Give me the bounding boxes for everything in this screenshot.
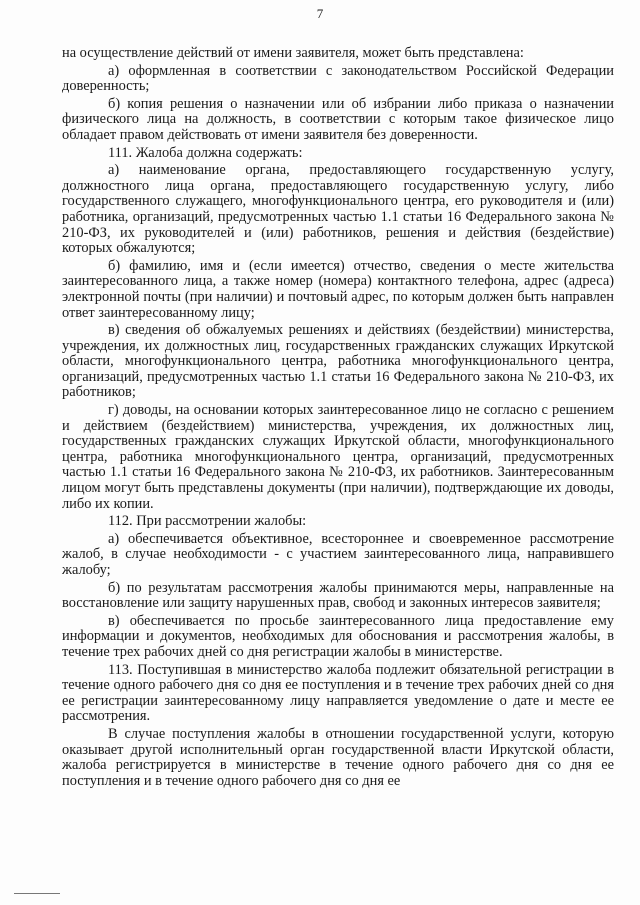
paragraph-110-a: а) оформленная в соответствии с законодательством Российской Федерации доверенность; (62, 62, 614, 95)
page-number: 7 (316, 6, 324, 21)
footer-divider (14, 893, 60, 894)
paragraph-113: 113. Поступившая в министерство жалоба подлежит обязательной регистрации в течение одного рабочего дня со дня ее поступления и в течение трех рабочих дней со дня ее регистрации заинтересованному лицу направляется уведомление о дате и месте ее рассмотрения. (62, 661, 614, 725)
paragraph-112-v: в) обеспечивается по просьбе заинтересованного лица предоставление ему информации и документов, необходимых для обоснования и рассмотрения жалобы, в течение трех рабочих дней со дня регистрации жалобы в министерстве. (62, 612, 614, 660)
paragraph-112: 112. При рассмотрении жалобы: (108, 513, 307, 530)
paragraph-110-b: б) копия решения о назначении или об избрании либо приказа о назначении физического лица на должность, в соответствии с которым такое физическое лицо обладает правом действовать от имени заявителя без доверенности. (62, 95, 614, 143)
paragraph-111-b: б) фамилию, имя и (если имеется) отчество, сведения о месте жительства заинтересованного лица, а также номер (номера) контактного телефона, адрес (адреса) электронной почты (при наличии) и почтовый адрес, по которым должен быть направлен ответ заинтересованному лицу; (62, 257, 614, 321)
paragraph-111-g: г) доводы, на основании которых заинтересованное лицо не согласно с решением и действием (бездействием) министерства, учреждения, их должностных лиц, государственных гражданских служащих Иркутской области, многофункционального центра, работника многофункционального центра, организаций, предусмотренных частью 1.1 статьи 16 Федерального закона № 210-ФЗ, их работников. Заинтересованным лицом могут быть представлены документы (при наличии), подтверждающие их доводы, либо их копии. (62, 402, 614, 512)
paragraph-112-a: а) обеспечивается объективное, всестороннее и своевременное рассмотрение жалоб, в случае необходимости - с участием заинтересованного лица, направившего жалобу; (62, 530, 614, 578)
paragraph-111: 111. Жалоба должна содержать: (108, 144, 303, 161)
paragraph-112-b: б) по результатам рассмотрения жалобы принимаются меры, направленные на восстановление или защиту нарушенных прав, свобод и законных интересов заявителя; (62, 579, 614, 612)
paragraph-continuation: на осуществление действий от имени заявителя, может быть представлена: (62, 45, 524, 61)
document-body (62, 46, 614, 791)
paragraph-113-continued: В случае поступления жалобы в отношении государственной услуги, которую оказывает другой исполнительный орган государственной власти Иркутской области, жалоба регистрируется в министерстве в течение одного рабочего дня со дня ее поступления и в течение одного рабочего дня со дня ее (62, 725, 614, 789)
paragraph-111-a: а) наименование органа, предоставляющего государственную услугу, должностного лица органа, предоставляющего государственную услугу, либо государственного служащего, многофункционального центра, его руководителя и (или) работника, организаций, предусмотренных частью 1.1 статьи 16 Федерального закона № 210-ФЗ, их руководителей и (или) работников, решения и действия (бездействие) которых обжалуются; (62, 162, 614, 257)
paragraph-111-v: в) сведения об обжалуемых решениях и действиях (бездействии) министерства, учреждения, их должностных лиц, государственных гражданских служащих Иркутской области, многофункционального центра, работника многофункционального центра, организаций, предусмотренных частью 1.1 статьи 16 Федерального закона № 210-ФЗ, их работников; (62, 322, 614, 401)
